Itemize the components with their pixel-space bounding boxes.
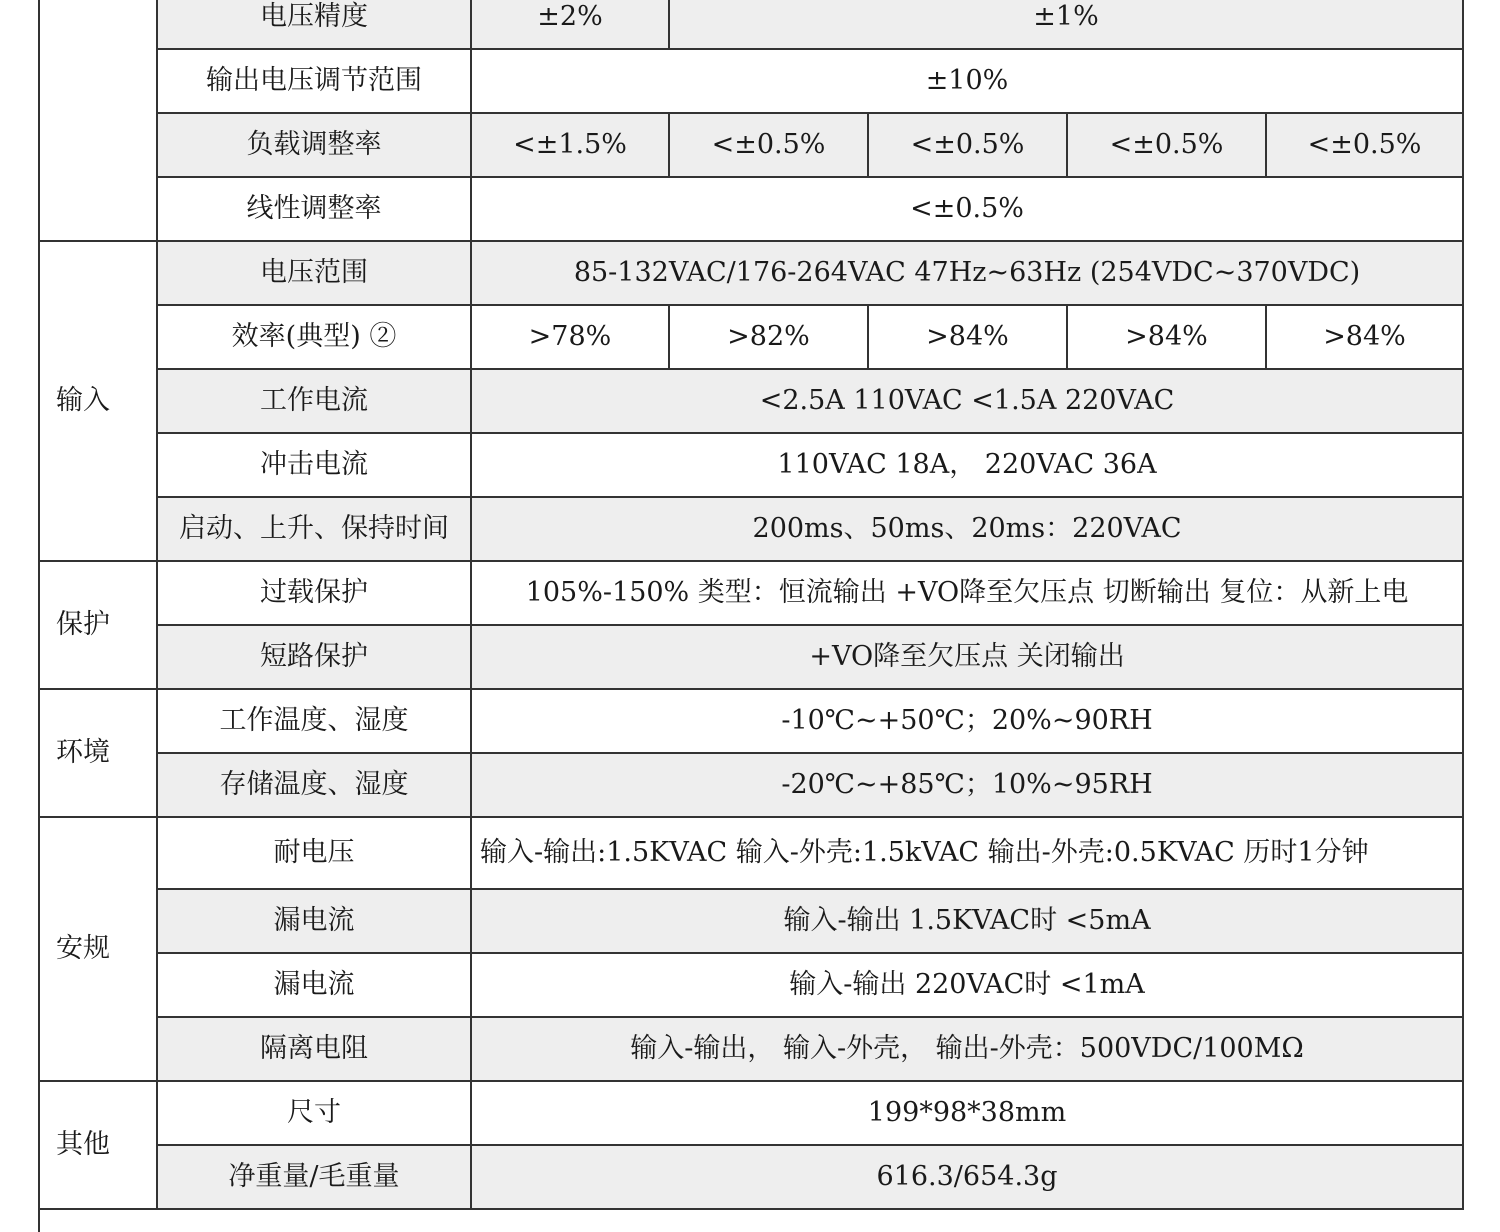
group-label-protection: 保护 bbox=[39, 561, 157, 689]
table-row bbox=[39, 0, 1463, 49]
row-value: >82% bbox=[669, 305, 868, 369]
row-value: 110VAC 18A， 220VAC 36A bbox=[471, 433, 1463, 497]
group-label-other: 其他 bbox=[39, 1081, 157, 1209]
row-value: <±0.5% bbox=[471, 177, 1463, 241]
row-label: 尺寸 bbox=[157, 1081, 471, 1145]
row-value: <2.5A 110VAC <1.5A 220VAC bbox=[471, 369, 1463, 433]
table-row bbox=[39, 241, 1463, 305]
row-label: 工作电流 bbox=[157, 369, 471, 433]
row-value: >84% bbox=[868, 305, 1067, 369]
table-row bbox=[39, 305, 1463, 369]
table-row bbox=[39, 113, 1463, 177]
group-label-safety: 安规 bbox=[39, 817, 157, 1081]
row-label: 漏电流 bbox=[157, 953, 471, 1017]
table-row bbox=[39, 817, 1463, 889]
table-row bbox=[39, 177, 1463, 241]
row-value: 输入-输出， 输入-外壳， 输出-外壳：500VDC/100MΩ bbox=[471, 1017, 1463, 1081]
table-row bbox=[39, 753, 1463, 817]
table-row bbox=[39, 1081, 1463, 1145]
row-label: 电压范围 bbox=[157, 241, 471, 305]
row-label: 效率(典型) ② bbox=[157, 305, 471, 369]
table-row bbox=[39, 561, 1463, 625]
table-edge-line bbox=[38, 1205, 40, 1232]
table-row bbox=[39, 1145, 1463, 1209]
row-label: 隔离电阻 bbox=[157, 1017, 471, 1081]
row-label: 耐电压 bbox=[157, 817, 471, 889]
row-value: >78% bbox=[471, 305, 669, 369]
table-row bbox=[39, 369, 1463, 433]
row-label: 漏电流 bbox=[157, 889, 471, 953]
row-value: <±0.5% bbox=[868, 113, 1067, 177]
row-label: 启动、上升、保持时间 bbox=[157, 497, 471, 561]
group-cell-output bbox=[39, 0, 157, 241]
table-row bbox=[39, 49, 1463, 113]
row-value: >84% bbox=[1067, 305, 1266, 369]
row-label: 冲击电流 bbox=[157, 433, 471, 497]
row-value: 199*98*38mm bbox=[471, 1081, 1463, 1145]
table-row bbox=[39, 953, 1463, 1017]
row-value: 105%-150% 类型：恒流输出 +VO降至欠压点 切断输出 复位：从新上电 bbox=[471, 561, 1463, 625]
row-value: ±1% bbox=[669, 0, 1463, 49]
row-label: 输出电压调节范围 bbox=[157, 49, 471, 113]
row-value: 200ms、50ms、20ms：220VAC bbox=[471, 497, 1463, 561]
row-value: 616.3/654.3g bbox=[471, 1145, 1463, 1209]
row-value: >84% bbox=[1266, 305, 1463, 369]
row-value: ±2% bbox=[471, 0, 669, 49]
row-value: -20℃~+85℃；10%~95RH bbox=[471, 753, 1463, 817]
group-label-input: 输入 bbox=[39, 241, 157, 561]
row-value: <±0.5% bbox=[1266, 113, 1463, 177]
table-row bbox=[39, 889, 1463, 953]
row-value: +VO降至欠压点 关闭输出 bbox=[471, 625, 1463, 689]
table-row bbox=[39, 497, 1463, 561]
row-value: 85-132VAC/176-264VAC 47Hz~63Hz (254VDC~370VDC) bbox=[471, 241, 1463, 305]
row-value: <±1.5% bbox=[471, 113, 669, 177]
table-row bbox=[39, 625, 1463, 689]
table-row bbox=[39, 433, 1463, 497]
row-label: 电压精度 bbox=[157, 0, 471, 49]
row-value: <±0.5% bbox=[1067, 113, 1266, 177]
row-label: 短路保护 bbox=[157, 625, 471, 689]
row-label: 净重量/毛重量 bbox=[157, 1145, 471, 1209]
row-value: 输入-输出 1.5KVAC时 <5mA bbox=[471, 889, 1463, 953]
table-row bbox=[39, 689, 1463, 753]
row-label: 负载调整率 bbox=[157, 113, 471, 177]
table-row bbox=[39, 1017, 1463, 1081]
row-value: 输入-输出:1.5KVAC 输入-外壳:1.5kVAC 输出-外壳:0.5KVAC 历时1分钟 bbox=[471, 817, 1463, 889]
row-value: -10℃~+50℃；20%~90RH bbox=[471, 689, 1463, 753]
row-value: ±10% bbox=[471, 49, 1463, 113]
row-label: 工作温度、湿度 bbox=[157, 689, 471, 753]
row-value: <±0.5% bbox=[669, 113, 868, 177]
spec-table bbox=[38, 0, 1464, 1210]
row-label: 过载保护 bbox=[157, 561, 471, 625]
group-label-environment: 环境 bbox=[39, 689, 157, 817]
row-label: 线性调整率 bbox=[157, 177, 471, 241]
row-value: 输入-输出 220VAC时 <1mA bbox=[471, 953, 1463, 1017]
row-label: 存储温度、湿度 bbox=[157, 753, 471, 817]
